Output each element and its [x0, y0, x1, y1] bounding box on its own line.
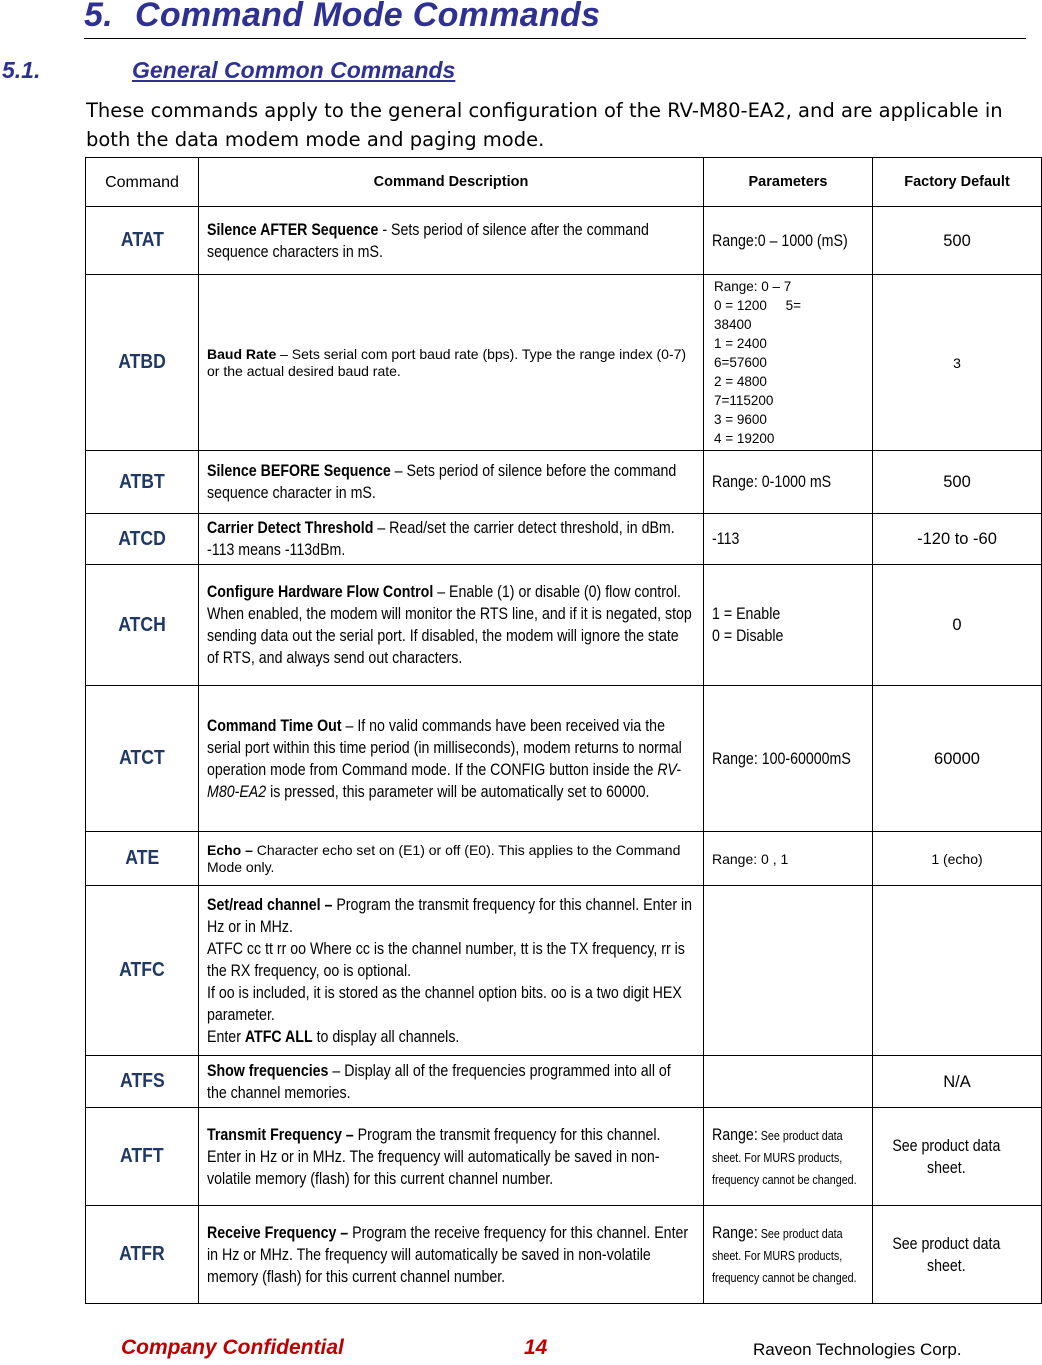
command-code: ATBT — [86, 451, 199, 514]
command-description: Silence BEFORE Sequence – Sets period of silence before the command sequence character in mS. — [199, 451, 704, 514]
table-row — [86, 275, 1042, 451]
command-default: 3 — [873, 275, 1042, 451]
heading-rule — [84, 38, 1026, 39]
intro-paragraph: These commands apply to the general configuration of the RV-M80-EA2, and are applicable in both the data modem mode and paging mode. — [86, 99, 1003, 151]
command-default: 500 — [873, 207, 1042, 275]
command-code: ATCH — [86, 565, 199, 686]
command-default: 500 — [873, 451, 1042, 514]
table-row — [86, 1108, 1042, 1206]
command-description: Set/read channel – Program the transmit frequency for this channel. Enter in Hz or in MHz. ATFC cc tt rr oo Where cc is the channel number, tt is the TX frequency, rr is the RX frequency, oo is optional. If oo is included, it is stored as the channel option bits. oo is a two digit HEX parameter. Enter ATFC ALL to display all channels. — [199, 886, 704, 1056]
command-code: ATFR — [86, 1206, 199, 1304]
command-description: Echo – Character echo set on (E1) or off (E0). This applies to the Command Mode only. — [199, 832, 704, 886]
command-parameters: Range: 0 , 1 — [704, 832, 873, 886]
col-header-command: Command — [86, 158, 199, 207]
table-row — [86, 686, 1042, 832]
command-parameters: Range: See product data sheet. For MURS products, frequency cannot be changed. — [704, 1108, 873, 1206]
table-row — [86, 514, 1042, 565]
footer-company: Raveon Technologies Corp. — [753, 1340, 962, 1359]
col-header-description: Command Description — [199, 158, 704, 207]
col-header-parameters: Parameters — [704, 158, 873, 207]
command-code: ATBD — [86, 275, 199, 451]
subsection-title: General Common Commands — [132, 57, 456, 83]
command-code: ATCD — [86, 514, 199, 565]
command-parameters: Range:0 – 1000 (mS) — [704, 207, 873, 275]
command-description: Transmit Frequency – Program the transmit frequency for this channel. Enter in Hz or in MHz. The frequency will automatically be saved in non-volatile memory (flash) for this current channel number. — [199, 1108, 704, 1206]
command-parameters: Range: 100-60000mS — [704, 686, 873, 832]
command-code: ATFC — [86, 886, 199, 1056]
command-default: See product data sheet. — [873, 1206, 1042, 1304]
subsection-number: 5.1. — [2, 57, 41, 83]
table-row — [86, 207, 1042, 275]
command-parameters — [704, 1056, 873, 1108]
col-header-default: Factory Default — [873, 158, 1042, 207]
command-code: ATFT — [86, 1108, 199, 1206]
table-row — [86, 886, 1042, 1056]
subsection-heading — [2, 57, 455, 84]
table-row — [86, 832, 1042, 886]
command-description: Baud Rate – Sets serial com port baud rate (bps). Type the range index (0-7) or the actual desired baud rate. — [199, 275, 704, 451]
command-default: 0 — [873, 565, 1042, 686]
command-default: -120 to -60 — [873, 514, 1042, 565]
command-default: 60000 — [873, 686, 1042, 832]
section-number: 5. — [84, 0, 113, 34]
footer-confidential: Company Confidential — [121, 1336, 344, 1359]
command-default: N/A — [873, 1056, 1042, 1108]
section-heading — [84, 0, 600, 35]
command-table — [85, 157, 1042, 1304]
command-code: ATE — [86, 832, 199, 886]
command-parameters — [704, 886, 873, 1056]
command-default: 1 (echo) — [873, 832, 1042, 886]
command-description: Show frequencies – Display all of the frequencies programmed into all of the channel memories. — [199, 1056, 704, 1108]
command-code: ATAT — [86, 207, 199, 275]
command-parameters: Range: 0-1000 mS — [704, 451, 873, 514]
table-row — [86, 1206, 1042, 1304]
command-parameters: Range: See product data sheet. For MURS products, frequency cannot be changed. — [704, 1206, 873, 1304]
command-description: Carrier Detect Threshold – Read/set the carrier detect threshold, in dBm. -113 means -113dBm. — [199, 514, 704, 565]
command-code: ATCT — [86, 686, 199, 832]
command-description: Silence AFTER Sequence - Sets period of silence after the command sequence characters in mS. — [199, 207, 704, 275]
command-parameters: -113 — [704, 514, 873, 565]
command-description: Command Time Out – If no valid commands have been received via the serial port within this time period (in milliseconds), modem returns to normal operation mode from Command mode. If the CONFIG button inside the RV-M80-EA2 is pressed, this parameter will be automatically set to 60000. — [199, 686, 704, 832]
command-parameters: 1 = Enable 0 = Disable — [704, 565, 873, 686]
table-header-row — [86, 158, 1042, 207]
command-code: ATFS — [86, 1056, 199, 1108]
section-title: Command Mode Commands — [134, 0, 601, 34]
command-description: Receive Frequency – Program the receive frequency for this channel. Enter in Hz or MHz. The frequency will automatically be saved in non-volatile memory (flash) for this current channel number. — [199, 1206, 704, 1304]
command-parameters: Range: 0 – 7 0 = 1200 5= 38400 1 = 2400 6=57600 2 = 4800 7=115200 3 = 9600 4 = 19200 — [704, 275, 873, 451]
table-row — [86, 451, 1042, 514]
table-row — [86, 565, 1042, 686]
command-default: See product data sheet. — [873, 1108, 1042, 1206]
command-description: Configure Hardware Flow Control – Enable (1) or disable (0) flow control. When enabled, the modem will monitor the RTS line, and if it is negated, stop sending data out the serial port. If disabled, the modem will ignore the state of RTS, and always send out characters. — [199, 565, 704, 686]
table-row — [86, 1056, 1042, 1108]
footer-page-number: 14 — [524, 1336, 548, 1359]
command-default — [873, 886, 1042, 1056]
